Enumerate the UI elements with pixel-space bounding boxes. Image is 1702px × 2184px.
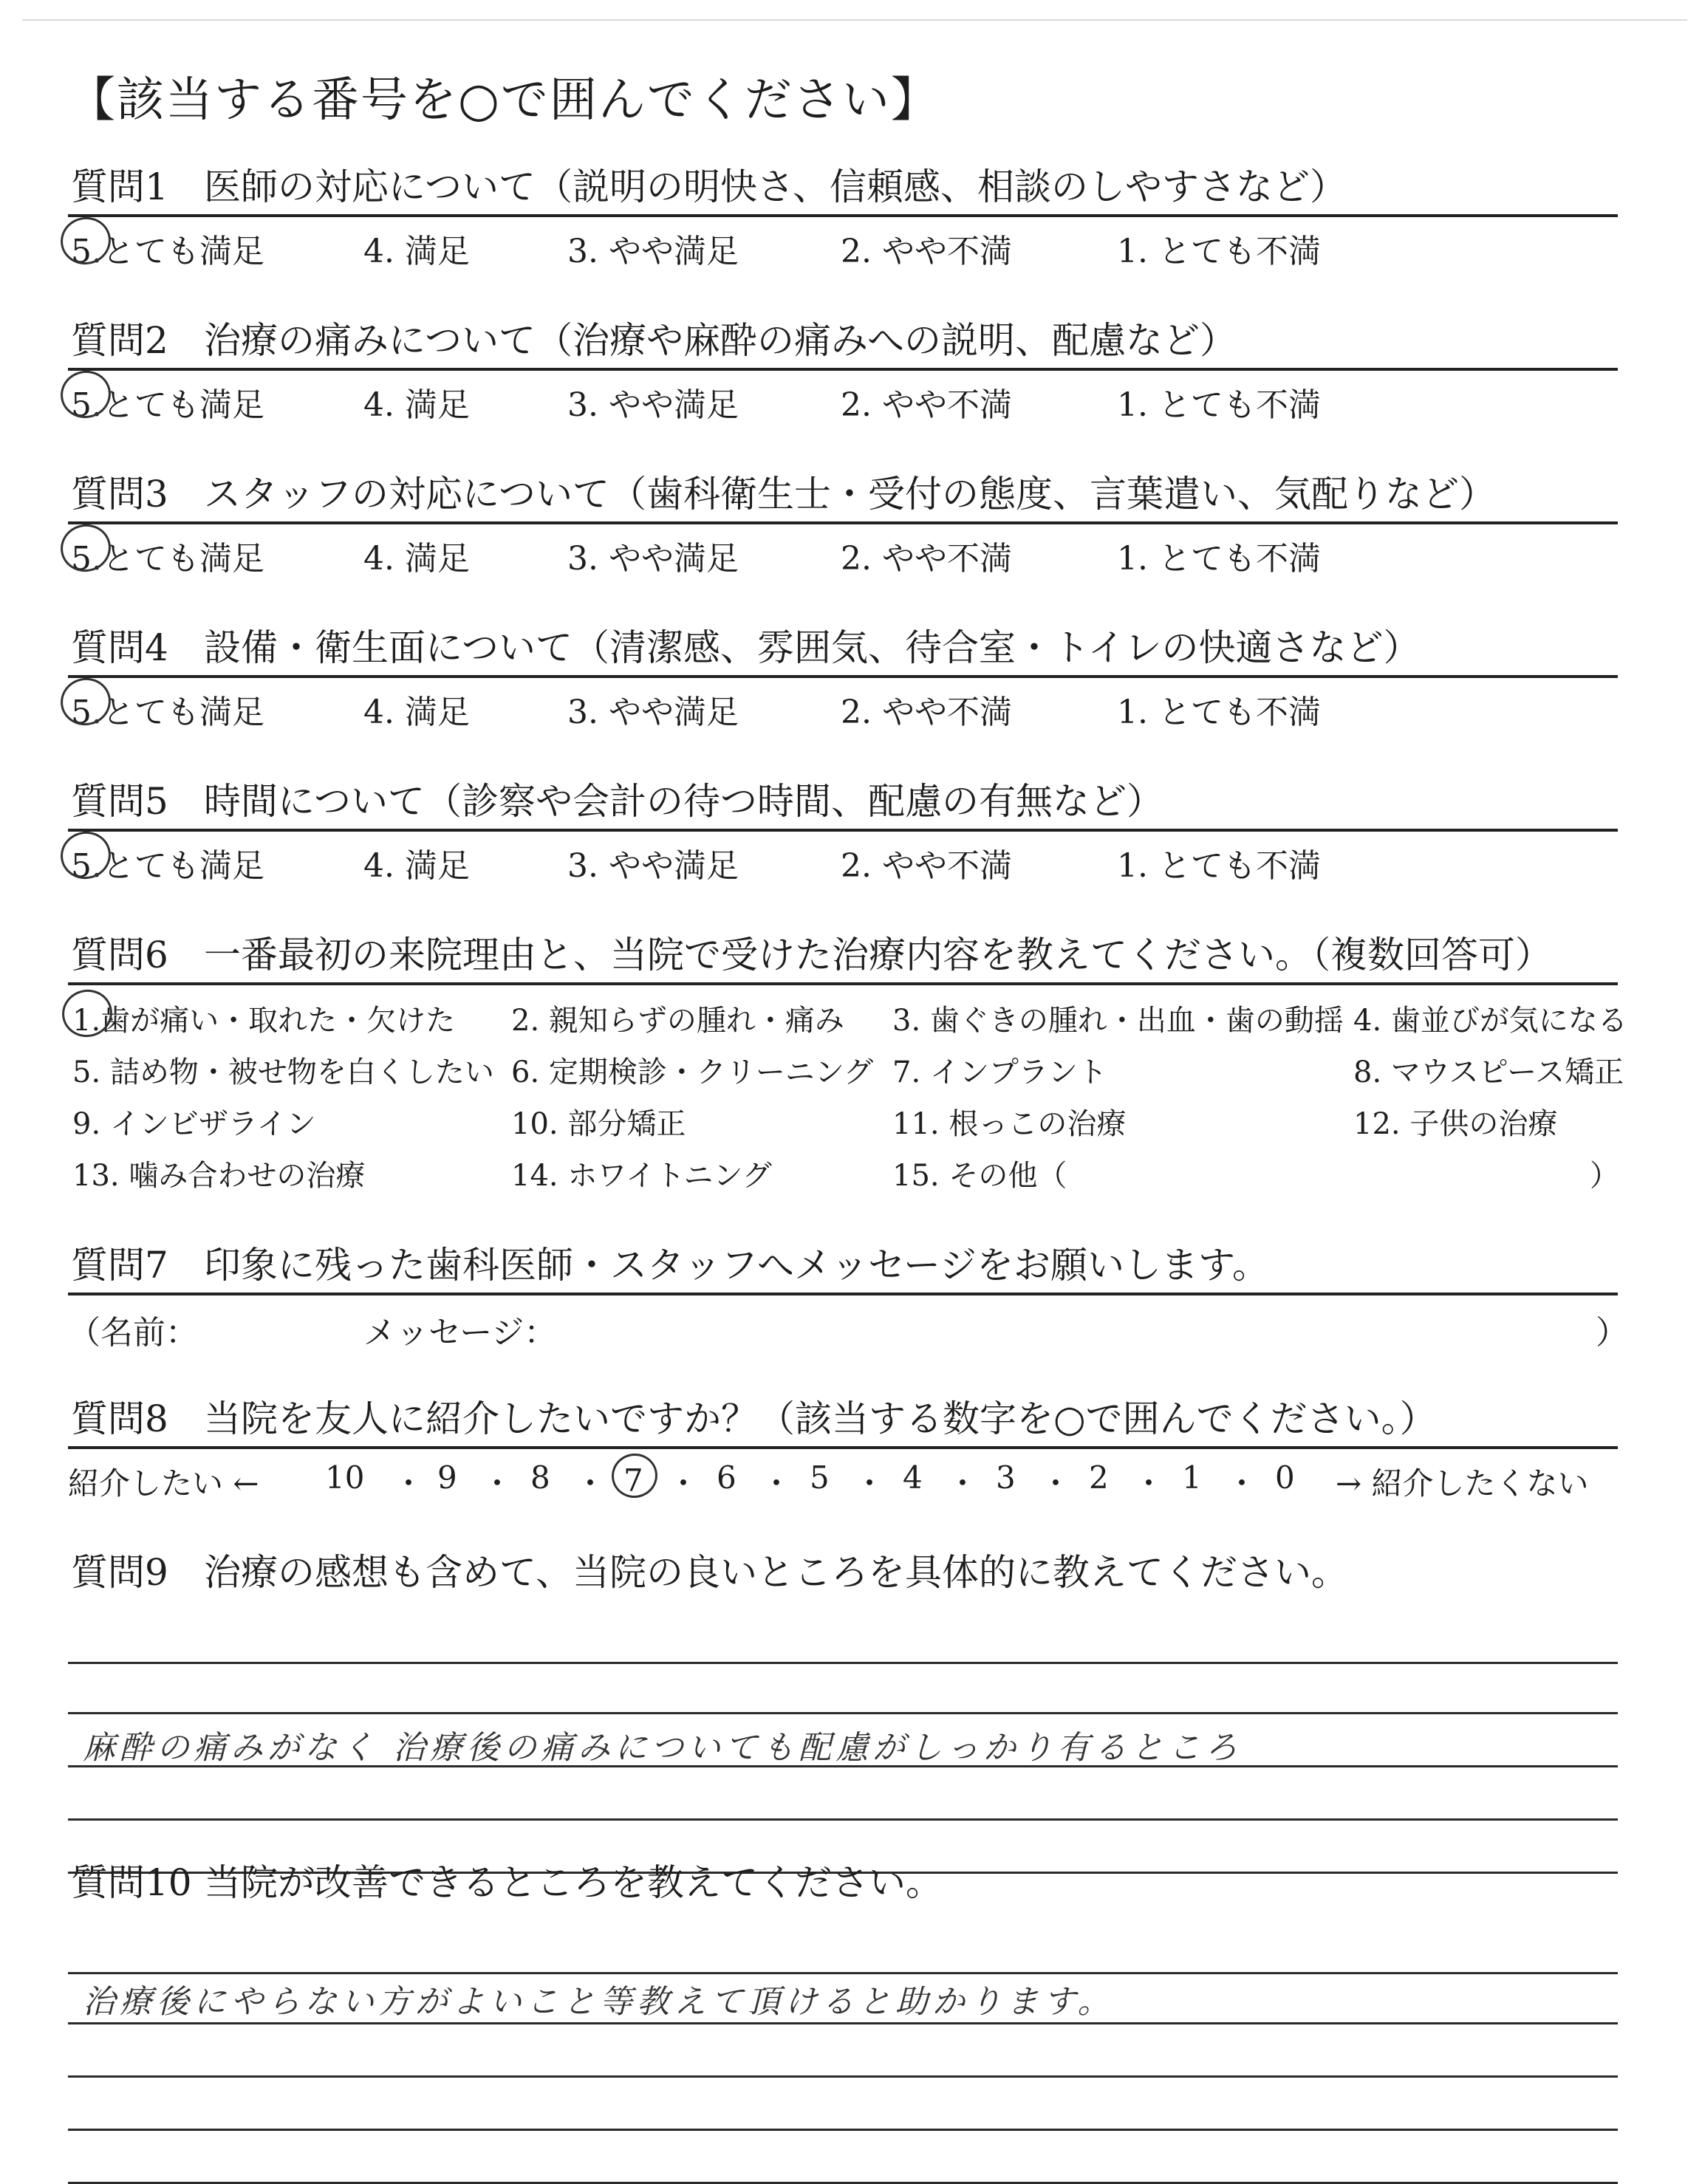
option-5[interactable]: 5.とても満足 bbox=[71, 685, 264, 733]
question-2-title bbox=[68, 316, 1618, 365]
rating-options bbox=[68, 682, 1618, 730]
choice-5[interactable]: 5. 詰め物・被せ物を白くしたい bbox=[72, 1055, 494, 1089]
question-text: スタッフの対応について（歯科衛生士・受付の態度、言葉遣い、気配りなど） bbox=[204, 473, 1496, 516]
recommend-scale: 紹介したい ← 10 ・ 9 ・ 8 ・ 7 ・ 6 ・ 5 ・ 4 ・ 3 ・ 2 ・ 1 ・ 0 → 紹介したくない bbox=[68, 1456, 1618, 1501]
scale-left-label: 紹介したい ← bbox=[68, 1465, 259, 1502]
underline bbox=[68, 214, 1618, 217]
scale-5[interactable]: 5 bbox=[810, 1459, 830, 1496]
question-8-title bbox=[68, 1394, 1618, 1443]
rating-options bbox=[68, 529, 1618, 576]
question-8 bbox=[68, 1394, 1618, 1501]
option-2[interactable]: 2. やや不満 bbox=[841, 694, 1012, 731]
option-3[interactable]: 3. やや満足 bbox=[567, 847, 739, 885]
scale-dot: ・ bbox=[947, 1465, 979, 1502]
question-number: 質問6 bbox=[71, 934, 168, 976]
question-6 bbox=[68, 931, 1627, 1197]
question-10 bbox=[68, 1858, 1618, 2021]
rating-options bbox=[68, 375, 1618, 422]
scale-dot: ・ bbox=[761, 1465, 793, 1502]
choice-9[interactable]: 9. インビザライン bbox=[72, 1107, 316, 1141]
question-number: 質問5 bbox=[71, 780, 168, 823]
question-3-title bbox=[68, 470, 1618, 518]
ruled-line bbox=[68, 1972, 1618, 1974]
choice-7[interactable]: 7. インプラント bbox=[892, 1055, 1107, 1089]
option-1[interactable]: 1. とても不満 bbox=[1117, 847, 1321, 885]
page-heading: 【該当する番号を○で囲んでください】 bbox=[68, 73, 940, 128]
scale-dot: ・ bbox=[575, 1465, 606, 1502]
choice-4[interactable]: 4. 歯並びが気になる bbox=[1353, 1004, 1627, 1038]
option-5[interactable]: 5.とても満足 bbox=[71, 532, 264, 579]
option-5[interactable]: 5.とても満足 bbox=[71, 378, 264, 425]
question-number: 質問4 bbox=[71, 626, 168, 669]
scale-4[interactable]: 4 bbox=[903, 1459, 923, 1496]
question-9-title bbox=[68, 1548, 1618, 1597]
choice-1[interactable]: 1.歯が痛い・取れた・欠けた bbox=[72, 997, 455, 1039]
choice-8[interactable]: 8. マウスピース矯正 bbox=[1353, 1055, 1624, 1089]
option-1[interactable]: 1. とても不満 bbox=[1117, 386, 1321, 424]
question-number: 質問2 bbox=[71, 319, 168, 362]
scale-10[interactable]: 10 bbox=[325, 1459, 365, 1496]
option-2[interactable]: 2. やや不満 bbox=[841, 386, 1012, 424]
scale-0[interactable]: 0 bbox=[1275, 1459, 1295, 1496]
underline bbox=[68, 368, 1618, 371]
option-5[interactable]: 5.とても満足 bbox=[71, 225, 264, 272]
question-text: 設備・衛生面について（清潔感、雰囲気、待合室・トイレの快適さなど） bbox=[204, 626, 1421, 669]
choice-12[interactable]: 12. 子供の治療 bbox=[1353, 1107, 1558, 1141]
option-5[interactable]: 5.とても満足 bbox=[71, 839, 264, 886]
option-1[interactable]: 1. とても不満 bbox=[1117, 694, 1321, 731]
scale-2[interactable]: 2 bbox=[1089, 1459, 1109, 1496]
underline bbox=[68, 521, 1618, 524]
option-2[interactable]: 2. やや不満 bbox=[841, 847, 1012, 885]
question-2 bbox=[68, 316, 1618, 422]
scale-right-label: → 紹介したくない bbox=[1336, 1465, 1589, 1502]
scale-dot: ・ bbox=[854, 1465, 886, 1502]
top-border bbox=[22, 19, 1687, 21]
question-1 bbox=[68, 162, 1618, 269]
message-row bbox=[68, 1303, 1628, 1352]
option-3[interactable]: 3. やや満足 bbox=[567, 694, 739, 731]
question-text: 印象に残った歯科医師・スタッフへメッセージをお願いします。 bbox=[204, 1244, 1269, 1287]
option-3[interactable]: 3. やや満足 bbox=[567, 233, 739, 270]
question-text: 当院が改善できるところを教えてください。 bbox=[204, 1861, 943, 1904]
option-4[interactable]: 4. 満足 bbox=[363, 847, 470, 885]
choice-2[interactable]: 2. 親知らずの腫れ・痛み bbox=[511, 1004, 844, 1038]
underline bbox=[68, 1446, 1618, 1449]
option-2[interactable]: 2. やや不満 bbox=[841, 540, 1012, 578]
choice-6[interactable]: 6. 定期検診・クリーニング bbox=[511, 1055, 874, 1089]
choice-11[interactable]: 11. 根っこの治療 bbox=[892, 1107, 1127, 1141]
ruled-line bbox=[68, 1712, 1618, 1714]
question-text: 治療の痛みについて（治療や麻酔の痛みへの説明、配慮など） bbox=[204, 319, 1237, 362]
question-text: 当院を友人に紹介したいですか？（該当する数字を○で囲んでください。） bbox=[204, 1397, 1437, 1440]
scale-3[interactable]: 3 bbox=[996, 1459, 1016, 1496]
scale-dot: ・ bbox=[1226, 1465, 1258, 1502]
underline bbox=[68, 829, 1618, 832]
choice-3[interactable]: 3. 歯ぐきの腫れ・出血・歯の動揺 bbox=[892, 1004, 1344, 1038]
question-number: 質問3 bbox=[71, 473, 168, 516]
option-2[interactable]: 2. やや不満 bbox=[841, 233, 1012, 270]
question-number: 質問9 bbox=[71, 1551, 168, 1594]
question-1-title bbox=[68, 162, 1618, 211]
question-number: 質問8 bbox=[71, 1397, 168, 1440]
choice-13[interactable]: 13. 噛み合わせの治療 bbox=[72, 1159, 366, 1193]
ruled-line bbox=[68, 2129, 1618, 2131]
option-3[interactable]: 3. やや満足 bbox=[567, 386, 739, 424]
message-label: メッセージ： bbox=[363, 1314, 557, 1352]
question-text: 医師の対応について（説明の明快さ、信頼感、相談のしやすさなど） bbox=[204, 165, 1347, 208]
question-4-title bbox=[68, 623, 1618, 672]
scale-dot: ・ bbox=[393, 1465, 425, 1502]
choice-14[interactable]: 14. ホワイトニング bbox=[511, 1159, 772, 1193]
question-10-title bbox=[68, 1858, 1618, 1907]
question-5-title bbox=[68, 777, 1618, 826]
underline bbox=[68, 675, 1618, 678]
ruled-line bbox=[68, 2022, 1618, 2024]
option-1[interactable]: 1. とても不満 bbox=[1117, 233, 1321, 270]
handwritten-answer[interactable]: 治療後にやらない方がよいこと等教えて頂けると助かります。 bbox=[83, 1983, 1115, 2021]
scale-8[interactable]: 8 bbox=[530, 1459, 550, 1496]
choice-10[interactable]: 10. 部分矯正 bbox=[511, 1107, 686, 1141]
message-close-paren: ） bbox=[1596, 1314, 1628, 1352]
question-9 bbox=[68, 1548, 1618, 1767]
question-number: 質問7 bbox=[71, 1244, 168, 1287]
name-label: （名前： bbox=[68, 1314, 198, 1352]
option-4[interactable]: 4. 満足 bbox=[363, 540, 470, 578]
question-5 bbox=[68, 777, 1618, 883]
scale-dot: ・ bbox=[1133, 1465, 1165, 1502]
scale-dot: ・ bbox=[1040, 1465, 1072, 1502]
question-text: 治療の感想も含めて、当院の良いところを具体的に教えてください。 bbox=[204, 1551, 1348, 1594]
question-text: 一番最初の来院理由と、当院で受けた治療内容を教えてください。（複数回答可） bbox=[204, 934, 1552, 976]
question-7-title bbox=[68, 1241, 1618, 1290]
question-6-title bbox=[68, 931, 1618, 979]
scale-1[interactable]: 1 bbox=[1182, 1459, 1202, 1496]
ruled-line bbox=[68, 2075, 1618, 2078]
scale-dot: ・ bbox=[482, 1465, 513, 1502]
option-4[interactable]: 4. 満足 bbox=[363, 694, 470, 731]
choice-15-other[interactable]: 15. その他（ bbox=[892, 1159, 1067, 1193]
handwritten-answer[interactable]: 麻酔の痛みがなく 治療後の痛みについても配慮がしっかり有るところ bbox=[83, 1729, 1243, 1767]
question-4 bbox=[68, 623, 1618, 730]
other-close-paren: ） bbox=[1590, 1159, 1619, 1193]
question-number: 質問10 bbox=[71, 1861, 192, 1904]
scale-dot: ・ bbox=[668, 1465, 700, 1502]
question-text: 時間について（診察や会計の待つ時間、配慮の有無など） bbox=[204, 780, 1163, 823]
underline bbox=[68, 982, 1618, 985]
question-number: 質問1 bbox=[71, 165, 168, 208]
ruled-line bbox=[68, 1662, 1618, 1664]
scale-6[interactable]: 6 bbox=[717, 1459, 736, 1496]
ruled-line bbox=[68, 1765, 1618, 1767]
option-4[interactable]: 4. 満足 bbox=[363, 233, 470, 270]
rating-options bbox=[68, 836, 1618, 883]
option-1[interactable]: 1. とても不満 bbox=[1117, 540, 1321, 578]
underline bbox=[68, 1293, 1618, 1295]
ruled-line bbox=[68, 1818, 1618, 1821]
question-3 bbox=[68, 470, 1618, 576]
rating-options bbox=[68, 222, 1618, 269]
option-4[interactable]: 4. 満足 bbox=[363, 386, 470, 424]
option-3[interactable]: 3. やや満足 bbox=[567, 540, 739, 578]
question-7 bbox=[68, 1241, 1628, 1352]
reason-choices bbox=[68, 990, 1627, 1197]
scale-9[interactable]: 9 bbox=[437, 1459, 457, 1496]
